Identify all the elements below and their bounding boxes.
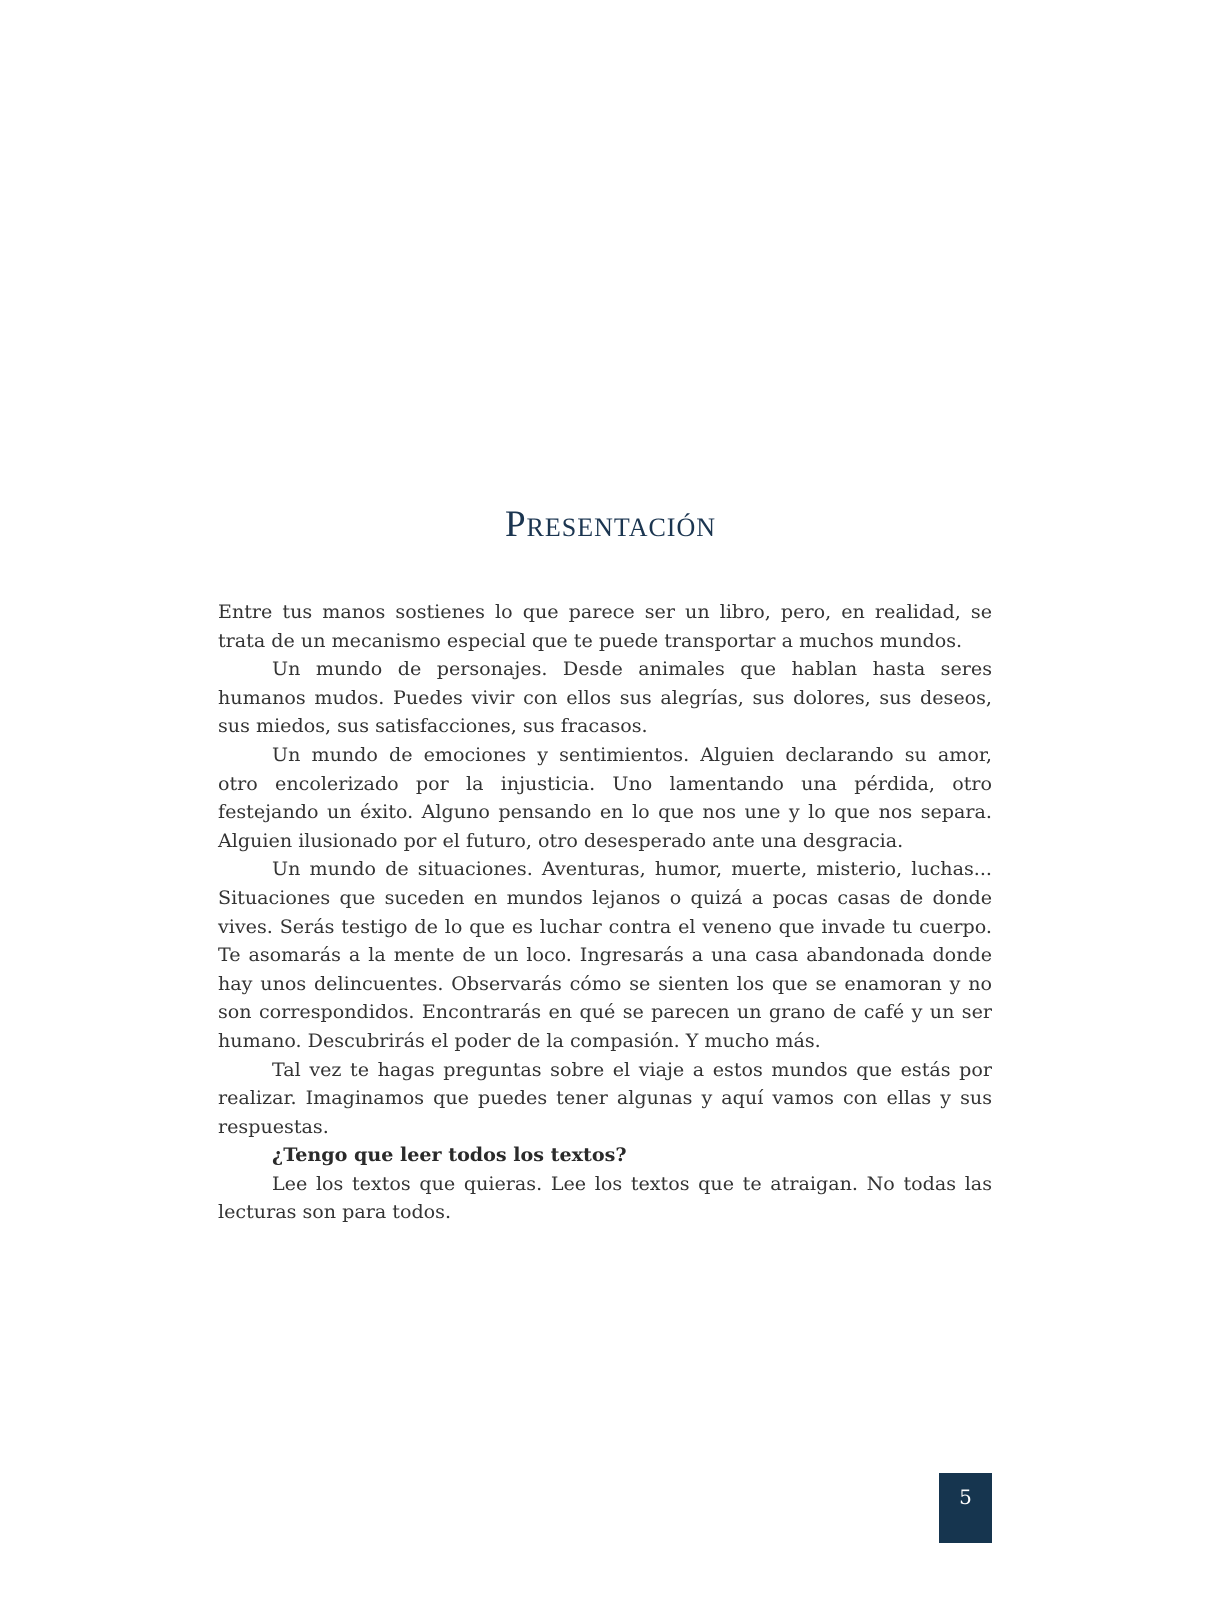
paragraph-situations: Un mundo de situaciones. Aventuras, humor, muerte, misterio, luchas... Situaciones que suceden en mundos lejanos o quizá a pocas casas de donde vives. Serás testigo de lo que es luchar contra el veneno que invade tu cuerpo. Te asomarás a la mente de un loco. Ingresarás a una casa abandonada donde hay unos delincuentes. Observarás cómo se sienten los que se enamoran y no son correspondidos. Encontrarás en qué se parecen un grano de café y un ser humano. Descubrirás el poder de la compasión. Y mucho más.: [218, 857, 992, 1052]
paragraph-characters: Un mundo de personajes. Desde animales que hablan hasta seres humanos mudos. Puedes vivir con ellos sus alegrías, sus dolores, sus deseos, sus miedos, sus satisfacciones, sus fracasos.: [218, 657, 992, 738]
paragraph-emotions: Un mundo de emociones y sentimientos. Alguien declarando su amor, otro encolerizado por la injusticia. Uno lamentando una pérdida, otro festejando un éxito. Alguno pensando en lo que nos une y lo que nos separa. Alguien ilusionado por el futuro, otro desesperado ante una desgracia.: [218, 742, 992, 852]
paragraph-answer: Lee los textos que quieras. Lee los textos que te atraigan. No todas las lecturas son para todos.: [218, 1171, 992, 1224]
body-text: [218, 598, 992, 1227]
paragraph-intro: Entre tus manos sostienes lo que parece ser un libro, pero, en realidad, se trata de un mecanismo especial que te puede transportar a muchos mundos.: [218, 600, 992, 652]
page-title: Presentación: [504, 504, 717, 545]
paragraph-questions: Tal vez te hagas preguntas sobre el viaje a estos mundos que estás por realizar. Imaginamos que puedes tener algunas y aquí vamos con ellas y sus respuestas.: [218, 1057, 992, 1138]
page-number-badge: [939, 1473, 992, 1543]
question-heading: ¿Tengo que leer todos los textos?: [272, 1143, 627, 1167]
page-number: 5: [959, 1485, 972, 1509]
